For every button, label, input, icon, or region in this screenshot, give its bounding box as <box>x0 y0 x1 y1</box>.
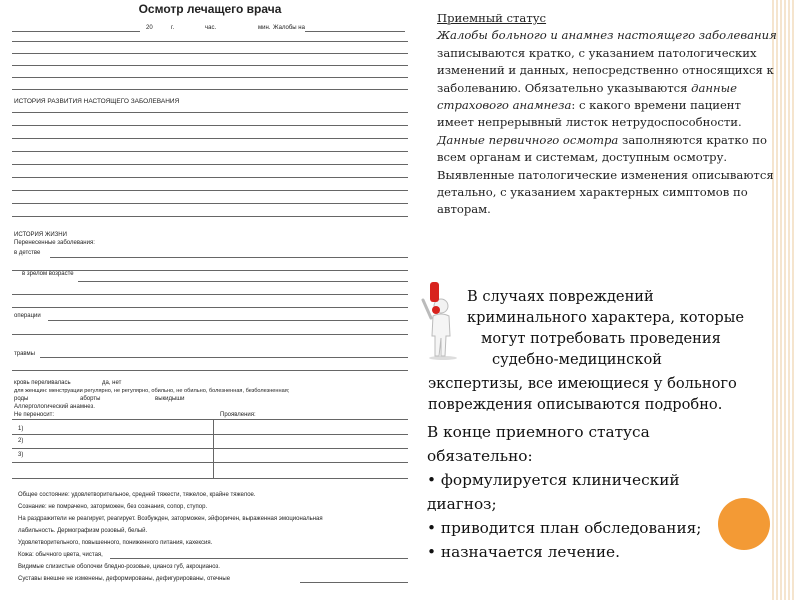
form-exam-line: Видимые слизистые оболочки бледно-розовые, цианоз губ, акроцианоз. <box>18 564 220 570</box>
form-adult-label: в зрелом возрасте <box>22 271 74 277</box>
closing-bullet: • назначается лечение. <box>427 543 620 561</box>
form-injury-label: травмы <box>14 351 35 357</box>
form-row-2: 2) <box>18 438 24 444</box>
closing-line: В конце приемного статуса <box>427 423 650 441</box>
form-abortions-label: аборты <box>80 396 101 402</box>
warn-tail-2: повреждения описываются подробно. <box>428 396 723 413</box>
warn-line-4: судебно-медицинской <box>492 351 662 368</box>
exam-term: Данные первичного осмотра <box>437 132 619 147</box>
form-exam-line: Общее состояние: удовлетворительное, средней тяжести, тяжелое, крайне тяжелое. <box>18 492 256 498</box>
form-line <box>78 281 408 282</box>
form-line <box>12 65 408 66</box>
form-line <box>12 41 408 42</box>
form-line <box>12 434 408 435</box>
form-line <box>12 478 408 479</box>
form-line <box>50 257 408 258</box>
warn-line-3: могут потребовать проведения <box>481 330 721 347</box>
form-divider <box>213 419 214 479</box>
form-line <box>12 177 408 178</box>
complaints-term: Жалобы больного и анамнез настоящего заболевания <box>437 28 777 43</box>
form-line <box>12 419 408 420</box>
form-transferred-label: Перенесенные заболевания: <box>14 240 95 246</box>
form-line <box>12 125 408 126</box>
form-exam-line: Кожа: обычного цвета, чистая, <box>18 552 103 558</box>
form-line <box>12 112 408 113</box>
form-hour-label: час. <box>205 25 217 31</box>
form-transfusion-label: кровь переливалась <box>14 380 71 386</box>
form-line <box>12 370 408 371</box>
warn-line-1: В случаях повреждений <box>467 288 654 305</box>
form-title: Осмотр лечащего врача <box>138 2 282 16</box>
status-description <box>437 10 777 219</box>
warn-tail-1: экспертизы, все имеющиеся у больного <box>428 375 737 392</box>
form-line <box>12 203 408 204</box>
form-line <box>48 320 408 321</box>
form-line <box>12 31 140 32</box>
form-line <box>12 448 408 449</box>
form-line <box>12 138 408 139</box>
closing-line: обязательно: <box>427 447 533 465</box>
form-exam-line: Удовлетворительного, повышенного, пониженного питания, кахексия. <box>18 540 213 546</box>
warning-person-icon <box>417 280 469 360</box>
form-year-label: 20 <box>146 25 153 31</box>
complaints-text: записываются кратко, с указанием патологических изменений и данных, непосредственно относящихся к заболеванию. Обязательно указываются <box>437 45 774 95</box>
form-manifestations-label: Проявления: <box>220 412 256 418</box>
form-yes-no: да, нет <box>102 380 122 386</box>
exam-text: заполняются кратко по всем органам и системам, доступным осмотру. Выявленные патологические изменения описываются детально, с указанием характерных симптомов по авторам. <box>437 132 774 217</box>
form-line <box>40 357 408 358</box>
form-complaints-label: Жалобы на <box>273 25 305 31</box>
form-childhood-label: в детстве <box>14 250 41 256</box>
form-exam-line: Суставы внешне не изменены, деформированы, дефигурированы, отечные <box>18 576 231 582</box>
form-line <box>305 31 405 32</box>
status-heading: Приемный статус <box>437 11 547 25</box>
insurance-term: данные страхового анамнеза <box>437 80 737 113</box>
form-births-label: роды <box>14 396 29 402</box>
form-line <box>12 294 408 295</box>
form-line <box>12 190 408 191</box>
form-operation-label: операции <box>14 313 41 319</box>
closing-bullet: • формулируется клинический <box>427 471 680 489</box>
form-line <box>12 216 408 217</box>
form-line <box>300 582 408 583</box>
form-line <box>12 164 408 165</box>
form-line <box>12 53 408 54</box>
form-row-1: 1) <box>18 426 24 432</box>
form-min-label: мин. <box>258 25 271 31</box>
form-line <box>12 89 408 90</box>
form-line <box>110 558 408 559</box>
form-line <box>12 462 408 463</box>
form-exam-line: Сознание: не помрачено, заторможен, без сознания, сопор, ступор. <box>18 504 208 510</box>
form-allergy-label: Аллергологический анамнез. <box>14 404 95 410</box>
form-exam-line: На раздражители не реагирует, реагирует. Возбужден, заторможен, эйфоричен, выраженная эмоциональная <box>18 516 323 522</box>
form-year-suffix: г. <box>171 25 175 31</box>
form-women-label: для женщин: менструации регулярно, не регулярно, обильно, не обильно, болезненная, безболезненная; <box>14 388 290 394</box>
form-line <box>12 334 408 335</box>
form-miscarriages-label: выкидыши <box>155 396 185 402</box>
form-not-tolerate-label: Не переносит: <box>14 412 55 418</box>
form-history-heading: ИСТОРИЯ РАЗВИТИЯ НАСТОЯЩЕГО ЗАБОЛЕВАНИЯ <box>14 98 180 105</box>
closing-bullet: • приводится план обследования; <box>427 519 702 537</box>
form-exam-line: лабильность. Дермографизм розовый, белый. <box>18 528 148 534</box>
form-row-3: 3) <box>18 452 24 458</box>
form-line <box>12 151 408 152</box>
form-line <box>12 77 408 78</box>
warn-line-2: криминального характера, которые <box>467 309 744 326</box>
form-line <box>12 307 408 308</box>
closing-list <box>427 420 772 564</box>
closing-line: диагноз; <box>427 495 497 513</box>
insurance-text: : с какого времени пациент имеет непрерывный листок нетрудоспособности. <box>437 98 742 130</box>
form-life-heading: ИСТОРИЯ ЖИЗНИ <box>14 232 67 238</box>
